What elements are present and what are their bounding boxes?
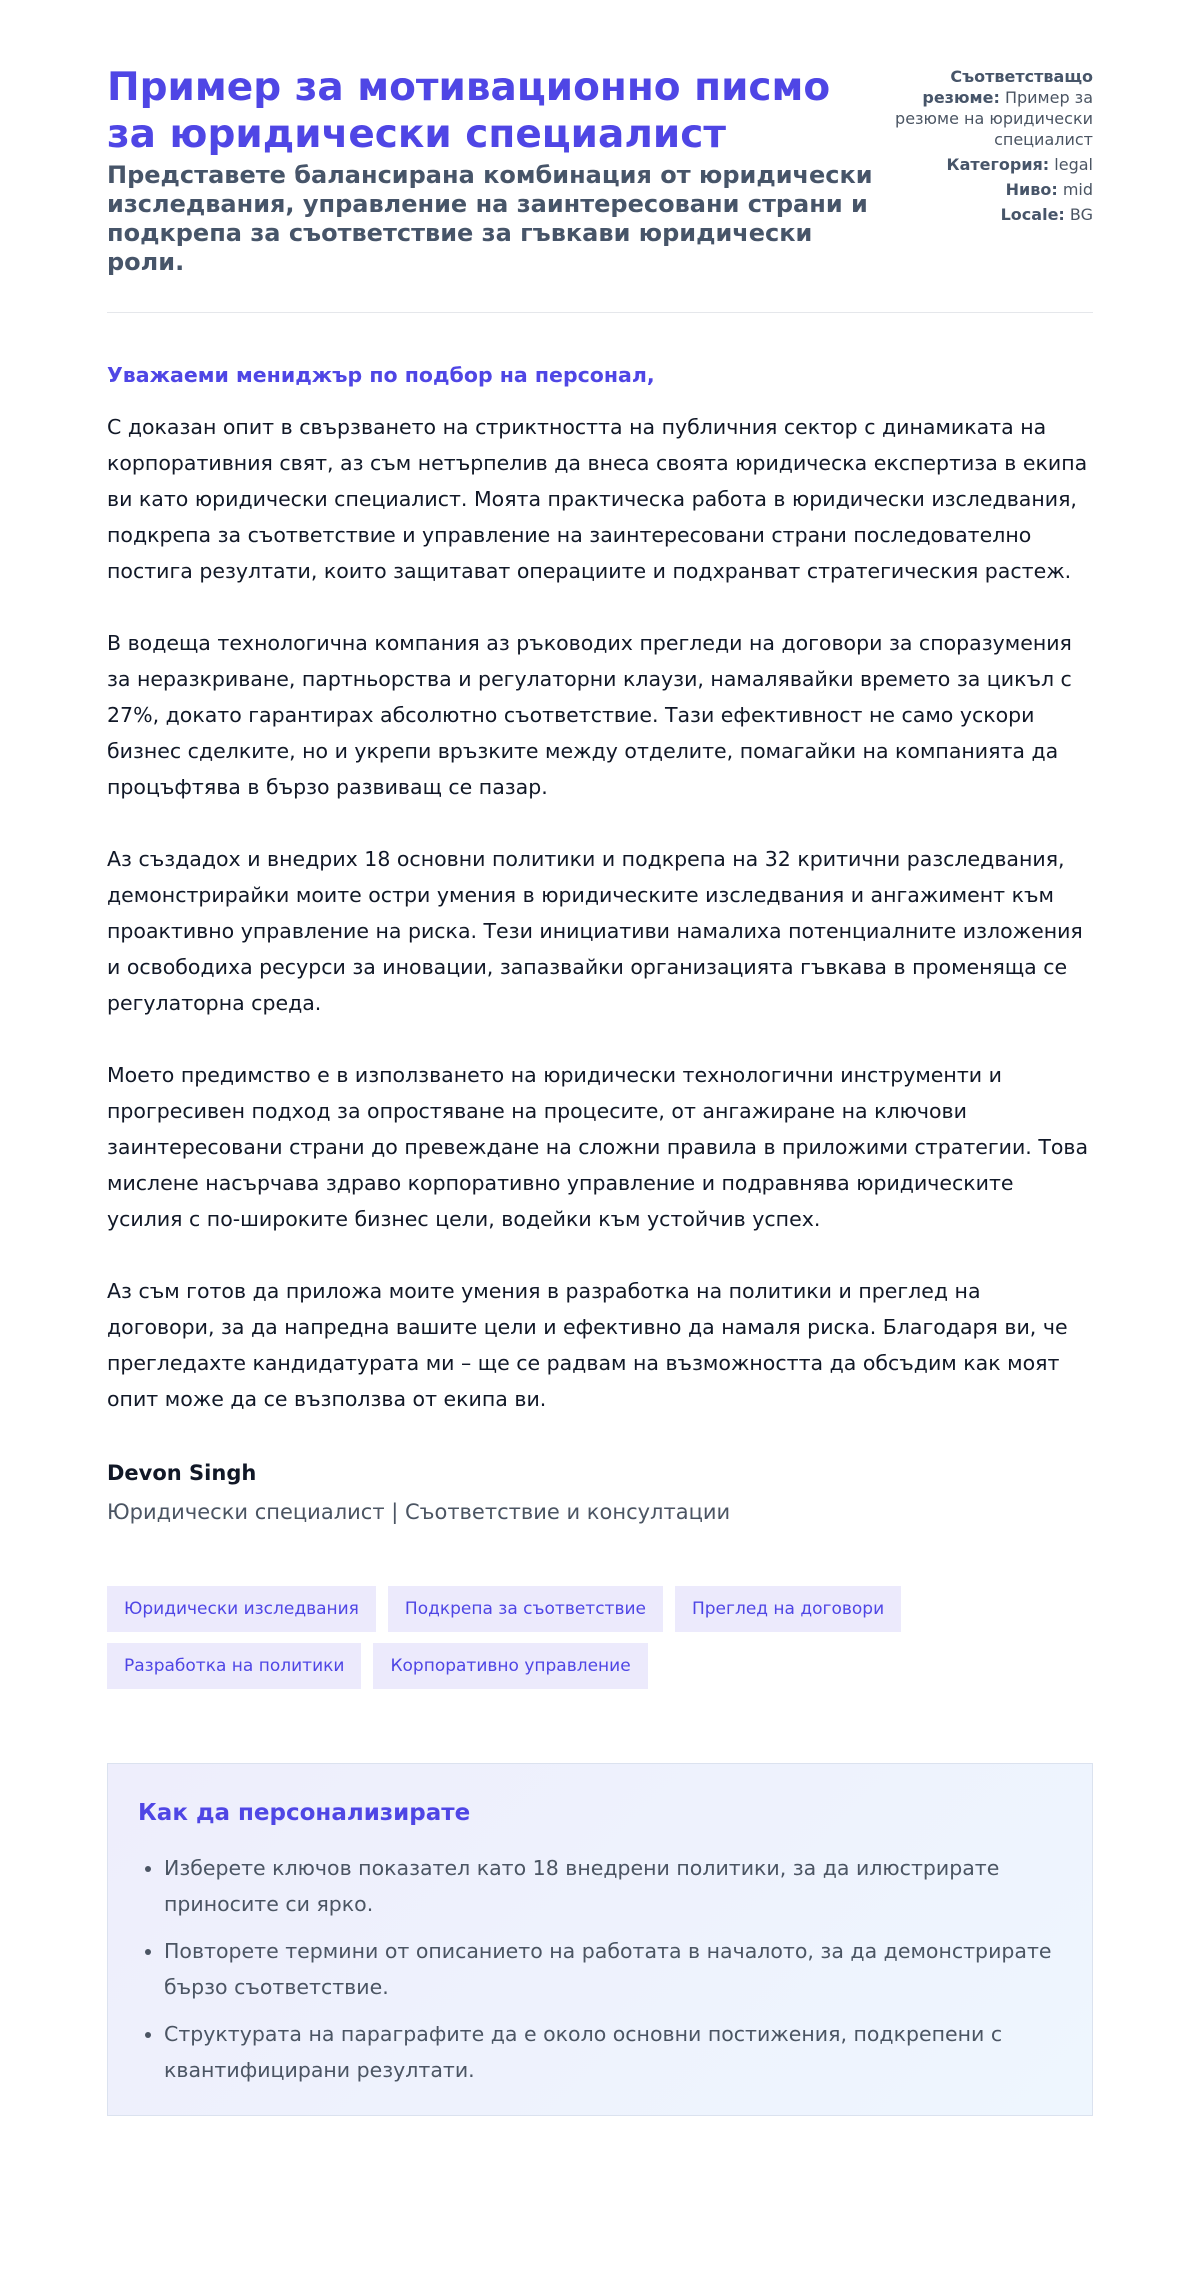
meta-locale-value: BG (1069, 205, 1093, 224)
meta-level (873, 179, 1093, 200)
tip-item: • Структурата на параграфите да е около основни постижения, подкрепени с квантифицирани резултати. (164, 2016, 1062, 2088)
skill-tag: Подкрепа за съответствие (388, 1586, 663, 1632)
letter-paragraph: Аз съм готов да приложа моите умения в разработка на политики и преглед на договори, за да напредна вашите цели и ефективно да намаля риска. Благодаря ви, че прегледахте кандидатурата ми – ще се радвам на възможността да обсъдим как моят опит може да се възползва от екипа ви. (107, 1279, 1068, 1411)
personalization-tips (107, 1763, 1093, 2116)
letter-paragraph: В водеща технологична компания аз ръководих прегледи на договори за споразумения за неразкриване, партньорства и регулаторни клаузи, намалявайки времето за цикъл с 27%, докато гарантирах абсолютно съответствие. Тази ефективност не само ускори бизнес сделките, но и укрепи връзките между отделите, помагайки на компанията да процъфтява в бързо развиващ се пазар. (107, 631, 1072, 799)
skill-tag: Юридически изследвания (107, 1586, 376, 1632)
skill-tag: Преглед на договори (675, 1586, 901, 1632)
page-subtitle: Представете балансирана комбинация от юридически изследвания, управление на заинтересовани страни и подкрепа за съответствие за гъвкави юридически роли. (107, 161, 873, 276)
meta-category-label: Категория: (946, 155, 1050, 174)
letter-paragraph: Моето предимство е в използването на юридически технологични инструменти и прогресивен подход за опростяване на процесите, от ангажиране на ключови заинтересовани страни до превеждане на сложни правила в приложими стратегии. Това мислене насърчава здраво корпоративно управление и подравнява юридическите усилия с по-широките бизнес цели, водейки към устойчив успех. (107, 1063, 1089, 1231)
tips-title: Как да персонализирате (138, 1800, 471, 1826)
tip-item: • Изберете ключов показател като 18 внедрени политики, за да илюстрирате приносите си ярко. (164, 1850, 1062, 1922)
page-title: Пример за мотивационно писмо за юридически специалист (107, 65, 831, 157)
page-header (107, 0, 1093, 313)
skill-tags (107, 1586, 927, 1689)
signature-role: Юридически специалист | Съответствие и консултации (107, 1500, 731, 1524)
title-block (107, 64, 877, 277)
meta-level-value: mid (1062, 180, 1093, 199)
meta-panel (873, 66, 1093, 229)
meta-locale-label: Locale: (1000, 205, 1065, 224)
meta-resume (873, 66, 1093, 150)
meta-category (873, 154, 1093, 175)
letter-body (107, 409, 1093, 1417)
tip-item: • Повторете термини от описанието на работата в началото, за да демонстрирате бързо съответствие. (164, 1933, 1062, 2005)
meta-resume-value: Пример за резюме на юридически специалист (895, 88, 1093, 149)
skill-tag: Разработка на политики (107, 1643, 361, 1689)
tips-list (138, 1850, 1062, 2088)
cover-letter-page (107, 0, 1093, 2116)
meta-category-value: legal (1054, 155, 1093, 174)
meta-resume-label: Съответстващо резюме: (922, 67, 1093, 107)
letter-paragraph: Аз създадох и внедрих 18 основни политики и подкрепа на 32 критични разследвания, демонстрирайки моите остри умения в юридическите изследвания и ангажимент към проактивно управление на риска. Тези инициативи намалиха потенциалните изложения и освободиха ресурси за иновации, запазвайки организацията гъвкава в променяща се регулаторна среда. (107, 847, 1083, 1015)
meta-locale (873, 204, 1093, 225)
signature-name: Devon Singh (107, 1461, 257, 1485)
letter-paragraph: С доказан опит в свързването на стриктността на публичния сектор с динамиката на корпоративния свят, аз съм нетърпелив да внеса своята юридическа експертиза в екипа ви като юридически специалист. Моята практическа работа в юридически изследвания, подкрепа за съответствие и управление на заинтересовани страни последователно постига резултати, които защитават операциите и подхранват стратегическия растеж. (107, 415, 1088, 583)
meta-level-label: Ниво: (1005, 180, 1058, 199)
letter-greeting: Уважаеми мениджър по подбор на персонал, (107, 363, 655, 387)
signature-block (107, 1459, 1093, 1526)
skill-tag: Корпоративно управление (373, 1643, 647, 1689)
